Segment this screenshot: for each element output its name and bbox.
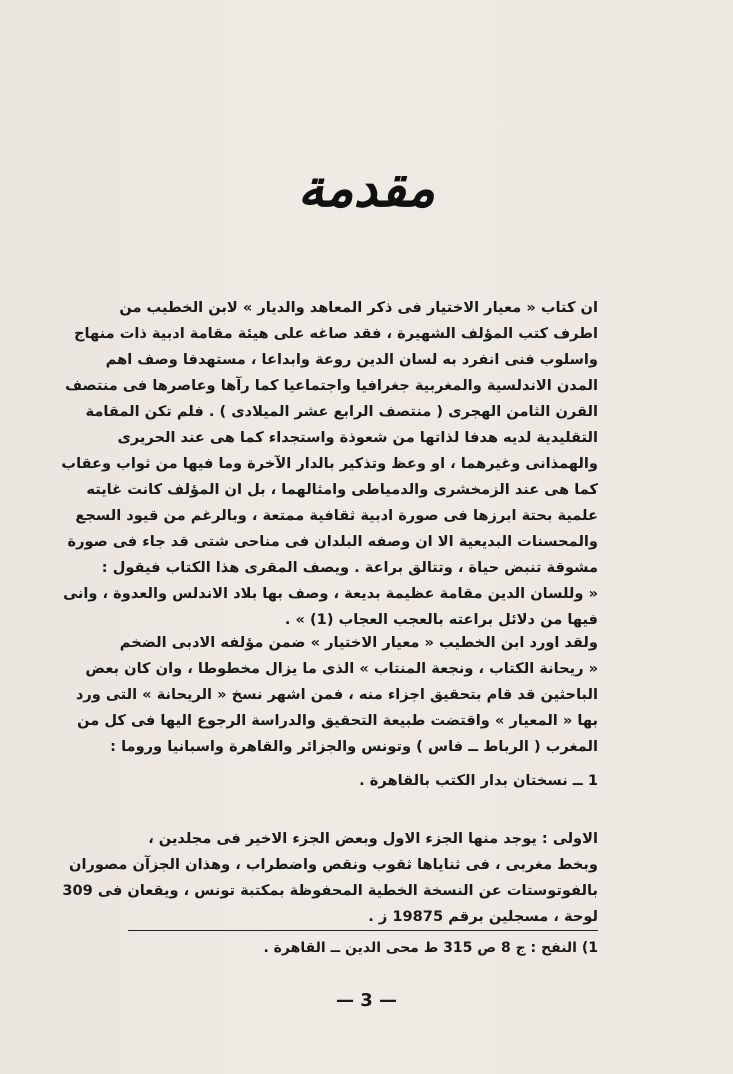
list-item-cairo: 1 ــ نسختان بدار الكتب بالقاهرة . (359, 772, 598, 789)
text-line: الاولى : يوجد منها الجزء الاول وبعض الجزء الاخير فى مجلدين ، (148, 830, 598, 847)
text-line: المغرب ( الرباط ــ فاس ) وتونس والجزائر والقاهرة واسبانيا وروما : (110, 738, 598, 755)
text-line: والمحسنات البديعية الا ان وصفه البلدان فى مناحى شتى قد جاء فى صورة (67, 533, 598, 550)
text-line: وبخط مغربى ، فى ثناياها ثقوب ونقص واضطراب ، وهذان الجزآن مصوران (68, 856, 598, 873)
text-line: « ريحانة الكتاب ، ونجعة المنتاب » الذى ما يزال مخطوطا ، وان كان بعض (85, 660, 598, 677)
text-line: والهمذانى وغيرهما ، او وعظ وتذكير بالدار الآخرة وما فيها من ثواب وعقاب (61, 455, 598, 472)
text-line: المدن الاندلسية والمغربية جغرافيا واجتماعيا كما رآها وعاصرها فى منتصف (65, 377, 598, 394)
text-line: بالفوتوستات عن النسخة الخطية المحفوظة بمكتبة تونس ، ويقعان فى 309 (62, 882, 598, 899)
text-line: القرن الثامن الهجرى ( منتصف الرابع عشر الميلادى ) . فلم تكن المقامة (85, 403, 598, 420)
text-line: ولقد اورد ابن الخطيب « معيار الاختيار » ضمن مؤلفه الادبى الضخم (119, 634, 598, 651)
text-line: التقليدية لديه هدفا لذاتها من شعوذة واستجداء كما هى عند الحريرى (117, 429, 598, 446)
footnote: 1) النفح : ج 8 ص 315 ط محى الدين ــ القاهرة . (263, 940, 598, 956)
paragraph-manuscripts (75, 630, 598, 760)
text-line: الباحثين قد قام بتحقيق اجزاء منه ، فمن اشهر نسخ « الريحانة » التى ورد (75, 686, 598, 703)
text-line: فيها من دلائل براعته بالعجب العجاب (1) » . (284, 611, 598, 628)
text-line: علمية بحتة ابرزها فى صورة ادبية ثقافية ممتعة ، وبالرغم من قيود السجع (75, 507, 598, 524)
text-line: لوحة ، مسجلين برقم 19875 ز . (368, 908, 598, 925)
page-number: — 3 — (335, 990, 398, 1011)
text-line: واسلوب فنى انفرد به لسان الدين روعة وابداعا ، مستهدفا وصف اهم (105, 351, 598, 368)
text-line: ان كتاب « معيار الاختيار فى ذكر المعاهد والديار » لابن الخطيب من (119, 299, 598, 316)
paragraph-intro (61, 295, 598, 633)
text-line: كما هى عند الزمخشرى والدمياطى وامثالهما ، بل ان المؤلف كانت غايته (86, 481, 598, 498)
paragraph-first-copy (62, 826, 598, 930)
footnote-divider (128, 930, 598, 931)
text-line: اطرف كتب المؤلف الشهيرة ، فقد صاغه على هيئة مقامة ادبية ذات منهاج (73, 325, 598, 342)
text-line: « وللسان الدين مقامة عظيمة بديعة ، وصف بها بلاد الاندلس والعدوة ، وانى (63, 585, 598, 602)
page-title: مقدمة (297, 158, 436, 219)
text-line: مشوقة تنبض حياة ، وتتالق براعة . ويصف المقرى هذا الكتاب فيقول : (101, 559, 598, 576)
text-line: بها « المعيار » واقتضت طبيعة التحقيق والدراسة الرجوع اليها فى كل من (77, 712, 598, 729)
